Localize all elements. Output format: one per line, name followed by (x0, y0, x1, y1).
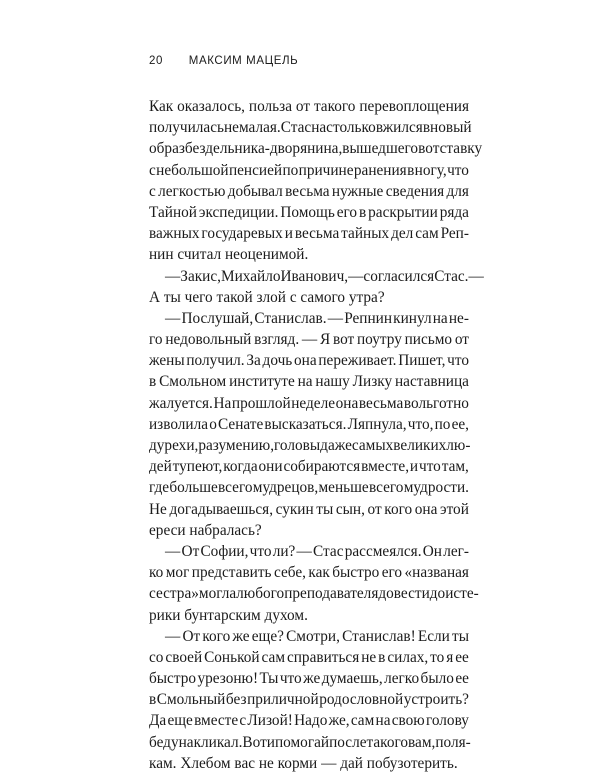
text-line: — Послушай, Станислав. — Репнин кинул на не- (165, 309, 469, 327)
text-line: нин считал неоценимой. (149, 246, 309, 264)
text-line: дей тупеют, когда они собираются вместе, и что там, (149, 458, 469, 476)
text-line: — От Софии, что ли? — Стас рассмеялся. Он лег- (165, 542, 469, 560)
text-line: в Смольном институте на нашу Лизку наставница (149, 373, 469, 391)
text-line: с небольшой пенсией по причине ранения в ногу, что (149, 161, 469, 179)
text-line: дурехи, разумению, головы даже самых великих лю- (149, 437, 471, 454)
text-line: жалуется. На прошлой неделе она весьма вольготно (149, 394, 469, 412)
text-line: рики бунтарским духом. (149, 606, 308, 624)
page-number: 20 (149, 55, 163, 67)
author-name: МАКСИМ МАЦЕЛЬ (188, 55, 299, 67)
body-text (149, 96, 484, 774)
text-line: го недовольный взгляд. — Я вот поутру письмо от (149, 331, 469, 349)
text-line: в Смольный без приличной родословной устроить? (149, 691, 469, 709)
text-line: — Закис, Михайло Иванович, — согласился Стас. — (165, 267, 484, 285)
text-line: жены получил. За дочь она переживает. Пишет, что (149, 352, 469, 370)
text-line: ереси набралась? (149, 521, 262, 539)
running-head (149, 55, 298, 67)
text-line: Не догадываешься, сукин ты сын, от кого она этой (149, 500, 469, 518)
text-line: быстро урезоню! Ты что же думаешь, легко было ее (149, 670, 469, 688)
text-line: изволила о Сенате высказаться. Ляпнула, что, по ее, (149, 415, 469, 433)
text-line: со своей Сонькой сам справиться не в силах, то я ее (149, 648, 469, 666)
text-line: с легкостью добывал весьма нужные сведения для (149, 182, 469, 200)
text-line: где больше всего мудрецов, меньше всего мудрости. (149, 479, 469, 497)
text-line: Тайной экспедиции. Помощь его в раскрытии ряда (149, 203, 469, 221)
text-line: важных государевых и весьма тайных дел сам Реп- (149, 225, 469, 243)
text-line: беду накликал. Вот и помогай после такого вам, поля- (149, 733, 471, 751)
text-line: сестра» могла любого преподавателя довести до исте- (149, 585, 479, 603)
text-line: Да еще вместе с Лизой! Надо же, сам на свою голову (149, 712, 469, 730)
text-line: образ бездельника-дворянина, вышедшего в отставку (149, 140, 483, 158)
text-line: получилась немалая. Стас настолько вжился в новый (149, 119, 472, 137)
text-line: А ты чего такой злой с самого утра? (149, 288, 385, 306)
text-line: — От кого же еще? Смотри, Станислав! Если ты (165, 627, 469, 645)
text-line: ко мог представить себе, как быстро его «названая (149, 564, 469, 582)
text-line: Как оказалось, польза от такого перевоплощения (149, 98, 469, 115)
text-line: кам. Хлебом вас не корми — дай побузотерить. (149, 754, 458, 772)
